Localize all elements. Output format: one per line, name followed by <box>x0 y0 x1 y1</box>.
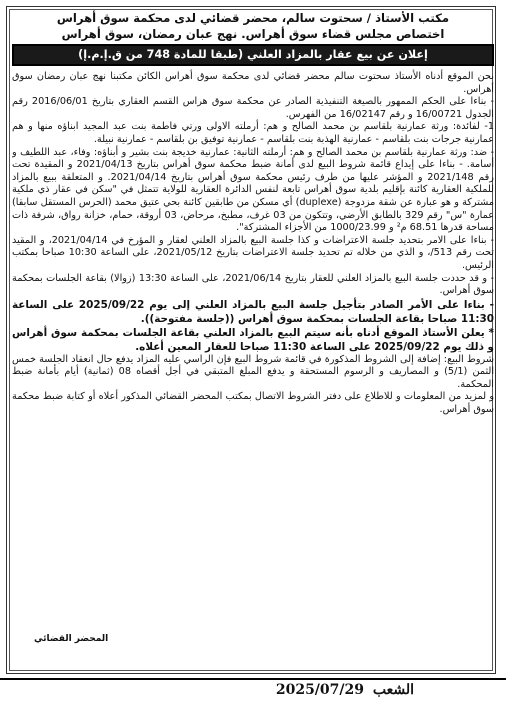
footer-rule <box>0 678 506 680</box>
paragraph-sale-date: - و قد حددت جلسة البيع بالمزاد العلني للعقار بتاريخ 2021/06/14، على الساعة 13:30 (زوالا) بقاعة الجلسات بمحكمة سوق أهراس. <box>12 272 494 297</box>
ad-content <box>12 10 494 673</box>
paragraph-conditions: شروط البيع: إضافة إلى الشروط المذكورة في قائمة شروط البيع فإن الراسي عليه المزاد يدفع حال انعقاد الجلسة خمس الثمن (5/1) و المصاريف و الرسوم المستحقة و يدفع المبلغ المتبقي في أجل أقصاه 08 (ثمانية) أيام بأمانة ضبط المحكمة. <box>12 353 494 390</box>
office-line-2: اختصاص مجلس قضاء سوق أهراس. نهج عبان رمضان، سوق أهراس <box>61 27 445 41</box>
newspaper-name: الشعب <box>372 682 414 698</box>
publication-date: 2025/07/29 <box>275 682 364 698</box>
paragraph-closing: و لمزيد من المعلومات و للاطلاع على دفتر الشروط الاتصال بمكتب المحضر القضائي المذكور أعلاه أو كتابة ضبط محكمة سوق أهراس. <box>12 391 494 416</box>
paragraph-beneficiary: 1- لفائدة: ورثة عمارنية بلقاسم بن محمد الصالح و هم: أرملته الاولى ورتي فاطمة بنت عبد المجيد ابناؤه منها و هم عمارنية جرجات بنت بلقاسم - عمارنية الهذبة بنت بلقاسم - عمارنية توفيق بن بلقاسم - عمارنية نبيلة. <box>12 121 494 145</box>
footer <box>0 682 506 704</box>
paragraph-postponement: - بناءا على الأمر الصادر بتأجيل جلسة البيع بالمزاد العلني إلى يوم 2025/09/22 على الساعة 11:30 صباحا بقاعة الجلسات بمحكمة سوق أهراس ((جلسة مفتوحة)). <box>12 298 494 325</box>
ad-title: إعلان عن بيع عقار بالمزاد العلني (طبقا للمادة 748 من ق.إ.م.إ) <box>12 44 494 66</box>
office-line-1: مكتب الأستاذ / سحتوت سالم، محضر قضائي لدى محكمة سوق أهراس <box>56 11 450 25</box>
paragraph-announcement: * يعلن الأستاذ الموقع أدناه بأنه سيتم البيع بالمزاد العلني بقاعة الجلسات بمحكمة سوق أهراس و ذلك يوم 2025/09/22 على الساعة 11:30 صباحا للعقار المعين أعلاه. <box>12 326 494 353</box>
paragraph-intro: نحن الموقع أدناه الأستاذ سحتوت سالم محضر قضائي لدى محكمة سوق أهراس الكائن مكتبنا نهج عبان رمضان سوق أهراس. <box>12 71 494 95</box>
signature: المحضر القضائي <box>34 634 109 644</box>
paragraph-against: - ضد: ورثة عمارنية بلقاسم بن محمد الصالح و هم: أرملته الثانية: عمارنية خديجة بنت بشير و أبناؤه: وفاء، عبد اللطيف و أسامة. - بناءا على إيداع قائمة شروط البيع لدى أمانة ضبط محكمة سوق أهراس بتاريخ 2021/04/13 و المقيدة تحت رقم 2021/148 و المؤشر عليها من طرف رئيس محكمة سوق أهراس بتاريخ 2021/04/14. و المتعلقة ببيع بالمزاد للملكية العقارية كائنة بإقليم بلدية سوق أهراس تابعة لنفس الدائرة العقارية للولاية تتمثل في "سكن في عقار ذي ملكية مشتركة و هو عبارة عن شقة مزدوجة (duplexe) أي مسكن من طابقين كائنة بحي عتيق محمد (الحرس المستقل سابقا) عمارة "س" رقم 329 بالطابق الأرضي، وتتكون من 03 غرف، مطبخ، مرحاض، 03 أروقة، حمام، خزانة رواق، شرفة ذات مساحة قدرها 68.51 م² و 1000/23.99 من الأجزاء المشتركة". <box>12 146 494 234</box>
paragraph-objections: - بناءا على الامر بتحديد جلسة الاعتراضات و كذا جلسة البيع بالمزاد العلني لعقار و المؤرخ في 2021/04/14، و المقيد تحت رقم 513/، و الذي من خلاله تم تحديد جلسة الاعتراضات بتاريخ 2021/05/12، على الساعة 10:30 صباحا بمكتب الرئيس. <box>12 234 494 271</box>
paragraph-judgment: - بناءا على الحكم الممهور بالصيغة التنفيذية الصادر عن محكمة سوق هراس القسم العقاري بتاريخ 2016/06/01 رقم الجدول 16/00721 و رقم 16/02147 من الفهرس. <box>12 96 494 120</box>
